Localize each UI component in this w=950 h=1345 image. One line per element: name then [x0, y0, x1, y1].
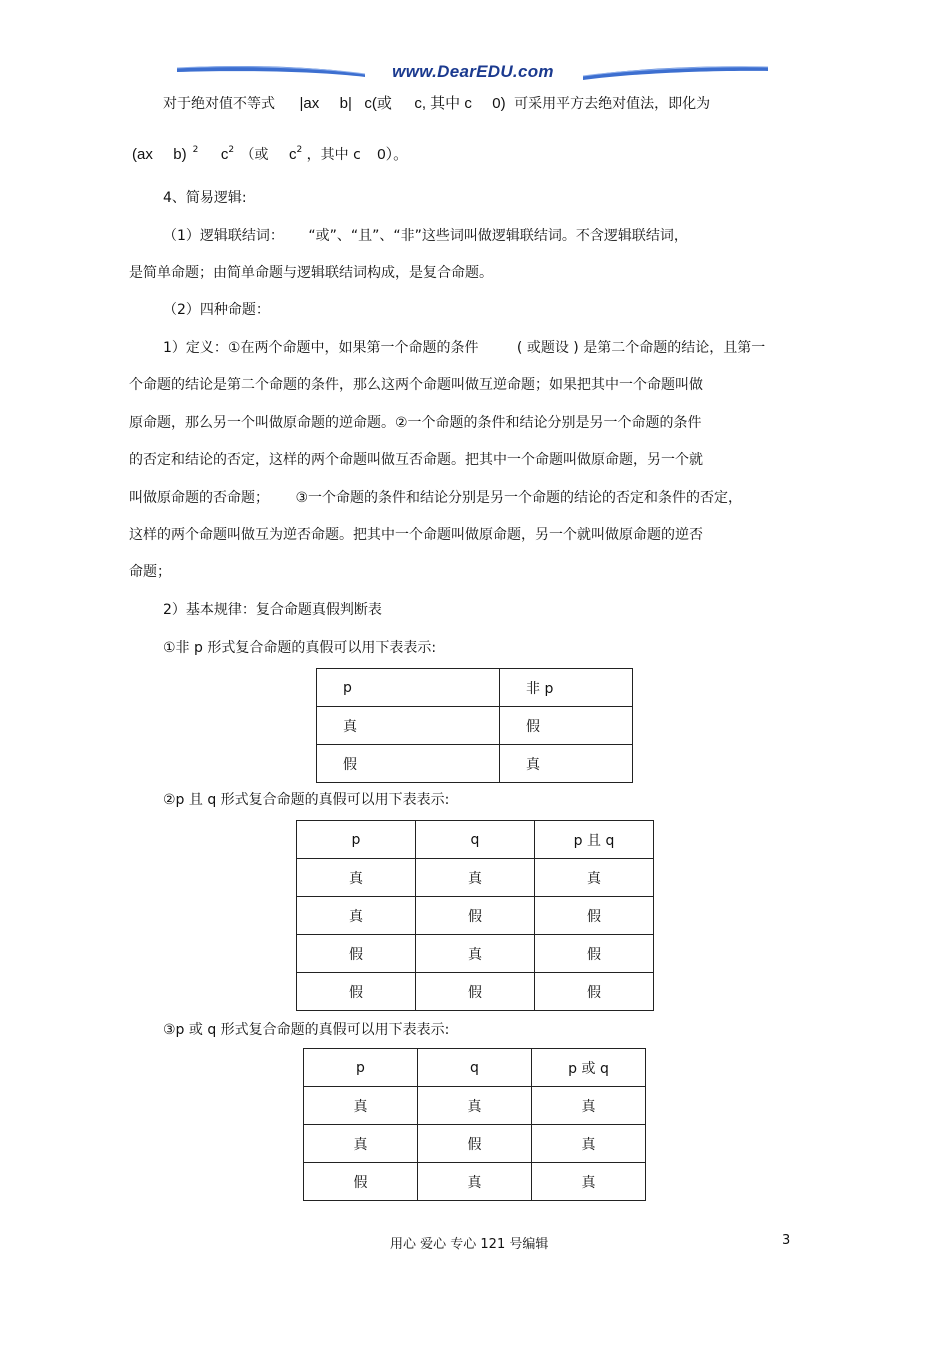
table-row: [297, 859, 654, 897]
table-header-cell: p: [297, 821, 416, 859]
table-cell: 真: [532, 1087, 646, 1125]
table-cell: 假: [317, 745, 500, 783]
definition-line-3: 原命题，那么另一个叫做原命题的逆命题。②一个命题的条件和结论分别是另一个命题的条件: [129, 415, 702, 431]
table-cell: 假: [418, 1125, 532, 1163]
table-row: [304, 1163, 646, 1201]
table3-caption: ③p 或 q 形式复合命题的真假可以用下表表示:: [163, 1022, 450, 1038]
definition-line-4: 的否定和结论的否定，这样的两个命题叫做互否命题。把其中一个命题叫做原命题，另一个就: [129, 452, 703, 468]
table-row: [297, 935, 654, 973]
text: 1）定义：①在两个命题中，如果第一个命题的条件: [163, 340, 479, 356]
abs-inequality-line-2: [132, 145, 408, 167]
page-number: 3: [782, 1233, 791, 1248]
math: c: [220, 146, 229, 163]
table-cell: 真: [304, 1087, 418, 1125]
table-cell: 假: [297, 973, 416, 1011]
table-cell: 假: [535, 897, 654, 935]
math: b): [173, 146, 187, 163]
section-heading: 4、简易逻辑:: [163, 190, 247, 206]
table-header-cell: q: [418, 1049, 532, 1087]
table-cell: 真: [297, 859, 416, 897]
table-row: [297, 973, 654, 1011]
table-cell: 真: [304, 1125, 418, 1163]
table-header-cell: p: [304, 1049, 418, 1087]
math: c, 其中 c: [414, 95, 472, 112]
table-header-cell: p 或 q: [532, 1049, 646, 1087]
table2-caption: ②p 且 q 形式复合命题的真假可以用下表表示:: [163, 792, 450, 808]
logic-connectives-line-2: 是简单命题；由简单命题与逻辑联结词构成，是复合命题。: [129, 265, 493, 281]
table-cell: 真: [532, 1163, 646, 1201]
table-cell: 假: [500, 707, 633, 745]
math: c(或: [364, 95, 392, 112]
rules-heading: 2）基本规律：复合命题真假判断表: [163, 602, 382, 618]
table-header-cell: p: [317, 669, 500, 707]
page-footer: 用心 爱心 专心 121 号编辑: [390, 1237, 549, 1252]
math: c: [288, 146, 297, 163]
truth-table-not-p: [316, 668, 633, 783]
definition-line-2: 个命题的结论是第二个命题的条件，那么这两个命题叫做互逆命题；如果把其中一个命题叫做: [129, 377, 703, 393]
definition-line-6: 这样的两个命题叫做互为逆否命题。把其中一个命题叫做原命题，另一个就叫做原命题的逆否: [129, 527, 703, 543]
text: 对于绝对值不等式: [163, 96, 275, 112]
table-cell: 真: [297, 897, 416, 935]
table-row: [317, 745, 633, 783]
text: ③一个命题的条件和结论分别是另一个命题的结论的否定和条件的否定，: [295, 490, 743, 506]
table-cell: 假: [535, 935, 654, 973]
superscript: 2: [228, 145, 235, 155]
text: ，其中 c: [306, 147, 361, 163]
text: “或”、“且”、“非”这些词叫做逻辑联结词。不含逻辑联结词，: [308, 228, 688, 244]
table-cell: 真: [418, 1163, 532, 1201]
superscript: 2: [192, 145, 199, 155]
table-cell: 假: [304, 1163, 418, 1201]
truth-table-p-or-q: [303, 1048, 646, 1201]
definition-line-5: [129, 488, 742, 508]
table-cell: 真: [418, 1087, 532, 1125]
table-cell: 假: [297, 935, 416, 973]
text: （1）逻辑联结词：: [163, 228, 284, 244]
table-header-row: [297, 821, 654, 859]
table-row: [317, 707, 633, 745]
superscript: 2: [296, 145, 303, 155]
table-cell: 假: [535, 973, 654, 1011]
text: 可采用平方去绝对值法，即化为: [514, 96, 711, 112]
subsection-heading: （2）四种命题：: [163, 302, 270, 318]
math: (ax: [132, 146, 153, 163]
table-cell: 真: [532, 1125, 646, 1163]
table-header-cell: q: [416, 821, 535, 859]
text: ( 或题设 ) 是第二个命题的结论，且第一: [516, 340, 766, 356]
table-cell: 真: [317, 707, 500, 745]
math: |ax: [299, 95, 320, 112]
math: 0）。: [377, 146, 409, 163]
math: 0): [492, 95, 506, 112]
truth-table-p-and-q: [296, 820, 654, 1011]
math: b|: [339, 95, 352, 112]
table-header-cell: 非 p: [500, 669, 633, 707]
table-cell: 真: [500, 745, 633, 783]
table-header-row: [304, 1049, 646, 1087]
definition-line-1: [163, 338, 765, 358]
definition-line-7: 命题；: [129, 564, 171, 580]
abs-inequality-line-1: [163, 94, 710, 114]
site-banner: [175, 58, 770, 88]
table-row: [304, 1125, 646, 1163]
text: 叫做原命题的否命题；: [129, 490, 269, 506]
table-cell: 真: [535, 859, 654, 897]
site-url: www.DearEDU.com: [392, 62, 554, 81]
table-cell: 真: [416, 859, 535, 897]
table1-caption: ①非 p 形式复合命题的真假可以用下表表示:: [163, 640, 437, 656]
table-header-cell: p 且 q: [535, 821, 654, 859]
logic-connectives-line-1: [163, 226, 688, 246]
table-row: [297, 897, 654, 935]
table-cell: 真: [416, 935, 535, 973]
table-cell: 假: [416, 897, 535, 935]
table-row: [304, 1087, 646, 1125]
table-header-row: [317, 669, 633, 707]
table-cell: 假: [416, 973, 535, 1011]
text: （或: [240, 147, 269, 163]
